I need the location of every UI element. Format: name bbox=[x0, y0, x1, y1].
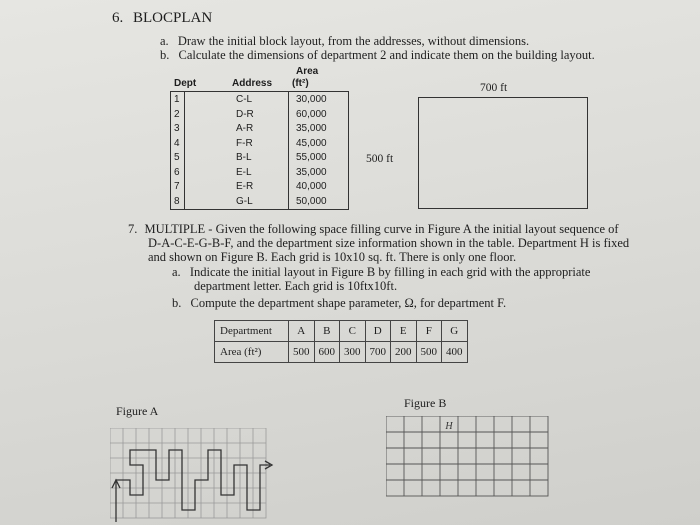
address-cell: A-R bbox=[236, 123, 254, 134]
dept-cell: 7 bbox=[174, 181, 180, 192]
figure-a-label: Figure A bbox=[116, 404, 159, 418]
area-value-cell: 500 bbox=[416, 342, 442, 363]
address-header: Address bbox=[232, 78, 273, 89]
area-cell: 35,000 bbox=[296, 166, 327, 178]
area-value-cell: 700 bbox=[365, 342, 391, 363]
q6-a-label: a. bbox=[160, 34, 169, 48]
q6-number: 6. bbox=[112, 10, 124, 26]
area-cell: 35,000 bbox=[296, 123, 327, 134]
q6-part-a bbox=[160, 34, 529, 49]
q7-text-1: MULTIPLE - Given the following space filling curve in Figure A the initial layout sequence of bbox=[144, 222, 619, 236]
q7-part-a bbox=[172, 265, 590, 280]
area-column bbox=[296, 93, 327, 209]
address-cell: C-L bbox=[236, 94, 253, 105]
figure-b-label: Figure B bbox=[404, 396, 447, 410]
department-area-table bbox=[214, 320, 468, 363]
q7-part-b bbox=[172, 296, 506, 311]
dept-cell: 1 bbox=[174, 94, 180, 105]
building-layout-rectangle bbox=[418, 97, 588, 209]
area-cell: 50,000 bbox=[296, 195, 327, 207]
width-label: 700 ft bbox=[480, 82, 508, 94]
q7-b-label: b. bbox=[172, 296, 182, 310]
q7-line1 bbox=[128, 222, 619, 237]
address-cell: G-L bbox=[236, 195, 253, 207]
dept-cell: 2 bbox=[174, 108, 180, 120]
fixed-department-h: H bbox=[445, 421, 453, 432]
q7-b-text: Compute the department shape parameter, Ω, for department F. bbox=[190, 296, 507, 310]
dept-address-table bbox=[170, 66, 360, 216]
department-cell: G bbox=[442, 321, 468, 342]
q7-line3: and shown on Figure B. Each grid is 10x10 sq. ft. There is only one floor. bbox=[148, 250, 517, 264]
q7-a-text-1: Indicate the initial layout in Figure B by filling in each grid with the appropriate bbox=[189, 265, 591, 279]
area-value-cell: 400 bbox=[442, 342, 468, 363]
address-cell: B-L bbox=[236, 152, 252, 163]
area-cell: 45,000 bbox=[296, 137, 327, 149]
area-value-cell: 500 bbox=[289, 342, 315, 363]
area-value-cell: 600 bbox=[314, 342, 340, 363]
department-cell: E bbox=[391, 321, 417, 342]
department-row-label: Department bbox=[215, 321, 289, 342]
area-cell: 55,000 bbox=[296, 152, 327, 163]
q7-line2: D-A-C-E-G-B-F, and the department size information shown in the table. Department H is fixed bbox=[148, 236, 630, 250]
area-cell: 60,000 bbox=[296, 108, 327, 120]
dept-cell: 8 bbox=[174, 195, 180, 207]
area-value-cell: 300 bbox=[340, 342, 366, 363]
space-filling-curve-path bbox=[116, 450, 270, 522]
department-row bbox=[215, 321, 468, 342]
dept-header: Dept bbox=[174, 78, 197, 89]
department-cell: F bbox=[416, 321, 442, 342]
address-cell: F-R bbox=[236, 137, 253, 149]
department-cell: B bbox=[314, 321, 340, 342]
address-cell: E-R bbox=[236, 181, 254, 192]
q7-number: 7. bbox=[128, 222, 138, 236]
department-cell: D bbox=[365, 321, 391, 342]
area-row-label: Area (ft²) bbox=[215, 342, 289, 363]
dept-cell: 6 bbox=[174, 166, 180, 178]
area-value-cell: 200 bbox=[391, 342, 417, 363]
figure-a-space-filling-curve bbox=[110, 428, 290, 525]
area-header: (ft²) bbox=[292, 78, 309, 89]
department-cell: C bbox=[340, 321, 366, 342]
dept-cell: 4 bbox=[174, 137, 180, 149]
dept-cell: 5 bbox=[174, 152, 180, 163]
q6-b-label: b. bbox=[160, 48, 170, 62]
q6-heading bbox=[112, 10, 212, 27]
figure-b-grid bbox=[386, 416, 556, 500]
area-header-top: Area bbox=[296, 66, 319, 77]
address-column bbox=[236, 93, 254, 209]
q7-a-text-2: department letter. Each grid is 10ftx10ft. bbox=[194, 279, 398, 293]
height-label: 500 ft bbox=[366, 153, 394, 165]
address-cell: D-R bbox=[236, 108, 254, 120]
q6-part-b bbox=[160, 48, 595, 63]
q6-title: BLOCPLAN bbox=[133, 10, 213, 26]
area-cell: 30,000 bbox=[296, 94, 327, 105]
area-cell: 40,000 bbox=[296, 181, 327, 192]
department-cell: A bbox=[289, 321, 315, 342]
q6-b-text: Calculate the dimensions of department 2 and indicate them on the building layout. bbox=[178, 48, 595, 62]
dept-cell: 3 bbox=[174, 123, 180, 134]
area-row bbox=[215, 342, 468, 363]
q6-a-text: Draw the initial block layout, from the addresses, without dimensions. bbox=[177, 34, 530, 48]
q7-a-label: a. bbox=[172, 265, 181, 279]
address-cell: E-L bbox=[236, 166, 252, 178]
dept-column bbox=[174, 93, 180, 209]
